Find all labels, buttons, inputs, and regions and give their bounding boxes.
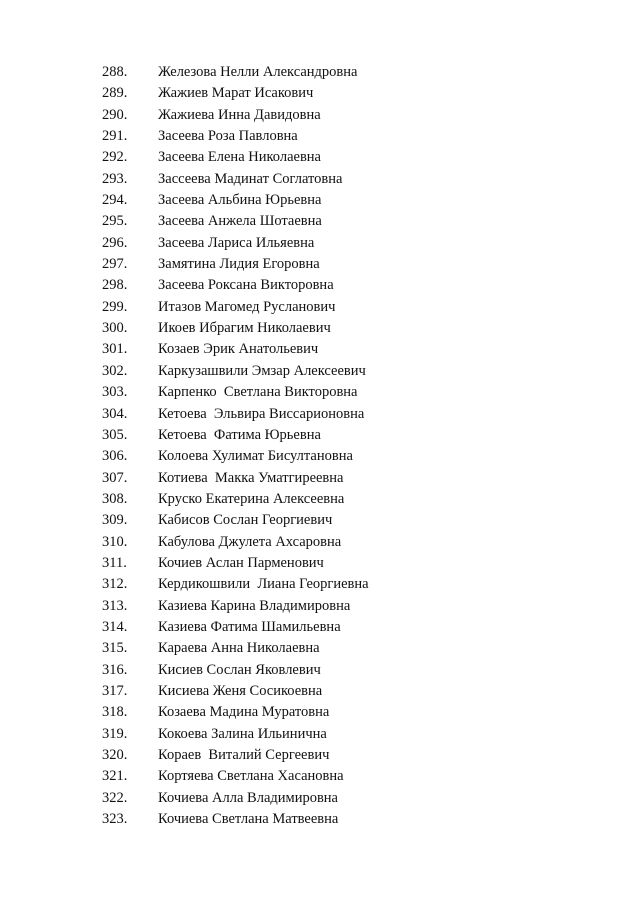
- list-item-name: Караева Анна Николаевна: [158, 640, 320, 657]
- list-item: [0, 766, 640, 787]
- list-item: [0, 404, 640, 425]
- list-item: [0, 211, 640, 232]
- list-item-name: Засеева Лариса Ильяевна: [158, 234, 315, 251]
- list-item-name: Круско Екатерина Алексеевна: [158, 490, 345, 507]
- list-item-number: 297.: [102, 256, 128, 273]
- list-item-name: Казиева Фатима Шамильевна: [158, 618, 341, 635]
- list-item-name: Жажиев Марат Исакович: [158, 85, 314, 102]
- list-item-number: 293.: [102, 170, 128, 187]
- list-item: [0, 297, 640, 318]
- list-item-name: Кердикошвили Лиана Георгиевна: [158, 576, 369, 593]
- list-item: [0, 468, 640, 489]
- list-item: [0, 62, 640, 83]
- list-item-number: 288.: [102, 64, 128, 80]
- list-item: [0, 425, 640, 446]
- list-item-number: 290.: [102, 106, 128, 123]
- list-item-number: 304.: [102, 405, 128, 422]
- list-item-name: Икоев Ибрагим Николаевич: [158, 320, 331, 337]
- list-item-number: 306.: [102, 448, 128, 465]
- list-item-name: Кораев Виталий Сергеевич: [158, 747, 330, 763]
- list-item-number: 289.: [102, 85, 128, 102]
- list-item: [0, 553, 640, 574]
- list-item-number: 317.: [102, 682, 128, 699]
- list-item: [0, 382, 640, 403]
- list-item-number: 315.: [102, 640, 128, 657]
- list-item-name: Железова Нелли Александровна: [158, 64, 358, 80]
- list-item: [0, 169, 640, 190]
- list-item-name: Засеева Анжела Шотаевна: [158, 213, 322, 230]
- list-item-number: 302.: [102, 362, 128, 379]
- list-item-number: 314.: [102, 618, 128, 635]
- list-item-name: Колоева Хулимат Бисултановна: [158, 448, 353, 465]
- list-item-number: 291.: [102, 128, 128, 145]
- list-item-number: 300.: [102, 320, 128, 337]
- list-item: [0, 532, 640, 553]
- list-item-name: Жажиева Инна Давидовна: [158, 106, 321, 123]
- list-item-number: 299.: [102, 298, 128, 315]
- list-item: [0, 745, 640, 766]
- list-item-name: Казиева Карина Владимировна: [158, 597, 351, 614]
- list-item: [0, 702, 640, 723]
- list-item-number: 312.: [102, 576, 128, 593]
- list-item: [0, 510, 640, 531]
- list-item: [0, 724, 640, 745]
- list-item-number: 305.: [102, 426, 128, 443]
- list-item: [0, 233, 640, 254]
- list-item: [0, 574, 640, 595]
- list-item-name: Карпенко Светлана Викторовна: [158, 384, 358, 401]
- list-item-name: Котиева Макка Уматгиреевна: [158, 469, 344, 486]
- list-item-number: 296.: [102, 234, 128, 251]
- list-item-number: 309.: [102, 512, 128, 529]
- list-item-name: Засеева Альбина Юрьевна: [158, 192, 322, 209]
- list-item: [0, 446, 640, 467]
- list-item-name: Зассеева Мадинат Соглатовна: [158, 170, 343, 187]
- list-item-name: Кортяева Светлана Хасановна: [158, 768, 344, 785]
- list-item-name: Козаев Эрик Анатольевич: [158, 341, 319, 358]
- list-item-name: Кабулова Джулета Ахсаровна: [158, 533, 342, 550]
- list-item-number: 298.: [102, 277, 128, 294]
- list-item-name: Кочиев Аслан Парменович: [158, 554, 324, 571]
- list-item-number: 307.: [102, 469, 128, 486]
- list-item: [0, 83, 640, 104]
- list-item-number: 310.: [102, 533, 128, 550]
- list-item-name: Кетоева Фатима Юрьевна: [158, 426, 321, 443]
- list-item-number: 295.: [102, 213, 128, 230]
- list-item: [0, 809, 640, 830]
- list-item: [0, 788, 640, 809]
- list-item-name: Кисиева Женя Сосикоевна: [158, 682, 323, 699]
- list-item-name: Замятина Лидия Егоровна: [158, 256, 320, 273]
- list-item: [0, 489, 640, 510]
- list-item-name: Засеева Роза Павловна: [158, 128, 298, 145]
- list-item: [0, 638, 640, 659]
- list-item: [0, 254, 640, 275]
- list-item: [0, 339, 640, 360]
- list-item: [0, 275, 640, 296]
- list-item-number: 308.: [102, 490, 128, 507]
- list-item: [0, 361, 640, 382]
- list-item-name: Кочиева Светлана Матвеевна: [158, 811, 339, 828]
- list-item-name: Кокоева Залина Ильинична: [158, 725, 327, 742]
- list-item-number: 323.: [102, 811, 128, 828]
- list-item-number: 320.: [102, 747, 128, 763]
- list-item-number: 322.: [102, 789, 128, 806]
- list-item: [0, 681, 640, 702]
- list-item-number: 313.: [102, 597, 128, 614]
- list-item-name: Кисиев Сослан Яковлевич: [158, 661, 321, 678]
- list-item-number: 321.: [102, 768, 128, 785]
- list-item-number: 311.: [102, 554, 127, 571]
- list-item-number: 294.: [102, 192, 128, 209]
- list-item: [0, 190, 640, 211]
- list-item-number: 319.: [102, 725, 128, 742]
- list-item-name: Козаева Мадина Муратовна: [158, 704, 330, 721]
- list-item: [0, 105, 640, 126]
- list-item-name: Кочиева Алла Владимировна: [158, 789, 338, 806]
- list-item: [0, 126, 640, 147]
- list-item-number: 301.: [102, 341, 128, 358]
- list-item: [0, 147, 640, 168]
- list-item-number: 316.: [102, 661, 128, 678]
- list-item: [0, 596, 640, 617]
- list-item-name: Итазов Магомед Русланович: [158, 298, 336, 315]
- list-item-number: 318.: [102, 704, 128, 721]
- list-item-name: Засеева Роксана Викторовна: [158, 277, 334, 294]
- list-item-number: 292.: [102, 149, 128, 166]
- list-item-name: Кетоева Эльвира Виссарионовна: [158, 405, 365, 422]
- list-item-name: Кабисов Сослан Георгиевич: [158, 512, 333, 529]
- name-list: [0, 62, 640, 830]
- list-item: [0, 660, 640, 681]
- list-item-number: 303.: [102, 384, 128, 401]
- list-item: [0, 318, 640, 339]
- list-item: [0, 617, 640, 638]
- list-item-name: Каркузашвили Эмзар Алексеевич: [158, 362, 366, 379]
- list-item-name: Засеева Елена Николаевна: [158, 149, 321, 166]
